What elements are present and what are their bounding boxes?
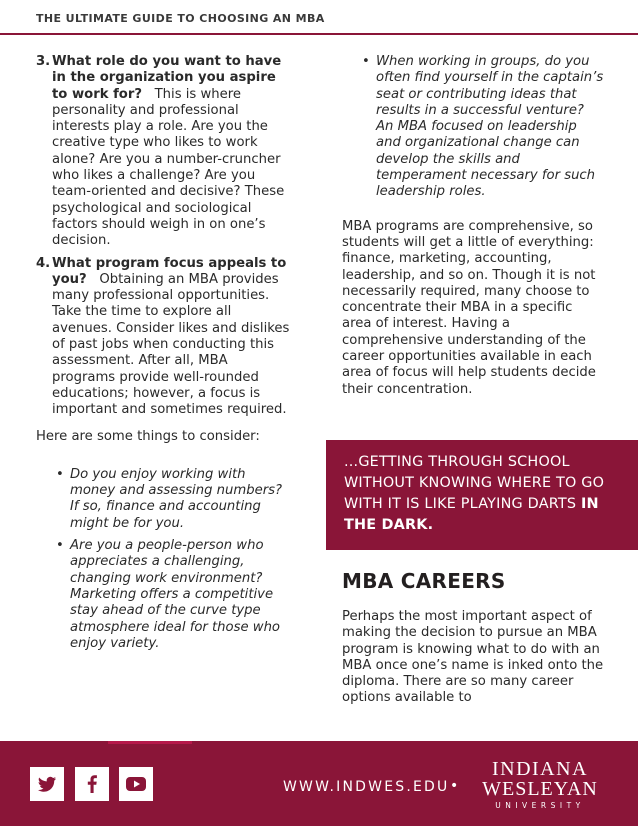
youtube-icon[interactable]: [119, 767, 153, 801]
section-heading: MBA CAREERS: [342, 569, 506, 593]
left-column: [36, 54, 294, 658]
separator-dot: •: [450, 778, 459, 794]
list-item: • Do you enjoy working with money and assessing numbers? If so, finance and accounting might be for you.: [56, 466, 282, 531]
careers-paragraph: Perhaps the most important aspect of making the decision to pursue an MBA program is knowing what to do with an MBA once one’s name is inked onto the diploma. There are so many career options available to: [342, 609, 604, 706]
university-logo: [466, 759, 614, 811]
consider-intro: Here are some things to consider:: [36, 428, 260, 444]
logo-line-1: INDIANA: [491, 758, 589, 780]
item-body: Obtaining an MBA provides many professional opportunities. Take the time to explore all avenues. Consider likes and dislikes of past jobs when conducting this assessment. After all, MBA programs provide well-rounded educations; however, a focus is important and sometimes required.: [52, 271, 290, 418]
twitter-icon[interactable]: [30, 767, 64, 801]
item-body: This is where personality and professional interests play a role. Are you the creative type who likes to work alone? Are you a number-cruncher who likes a challenge? Are you team-oriented and decisive? These psychological and sociological factors should weigh in on one’s decision.: [52, 86, 285, 249]
consider-list: [36, 467, 294, 652]
item-question: What program focus appeals to you?: [52, 255, 287, 287]
numbered-item-4: [36, 256, 294, 419]
list-item: • When working in groups, do you often find yourself in the captain’s seat or contributing ideas that results in a successful venture? An MBA focused on leadership and organizational change can develop the skills and temperament necessary for such leadership roles.: [362, 54, 604, 200]
numbered-item-3: [36, 54, 294, 250]
facebook-icon[interactable]: [75, 767, 109, 801]
logo-line-3: UNIVERSITY: [495, 801, 585, 810]
right-column: [342, 54, 604, 408]
pull-quote-text: ...GETTING THROUGH SCHOOL WITHOUT KNOWING WHERE TO GO WITH IT IS LIKE PLAYING DARTS: [344, 454, 605, 512]
programs-paragraph: MBA programs are comprehensive, so students will get a little of everything: finance, marketing, accounting, leadership, and so on. Though it is not necessarily required, many choose to concentrate their MBA in a specific area of interest. Having a comprehensive understanding of the career opportunities available in each area of focus will help students decide their concentration.: [342, 218, 596, 397]
website-url[interactable]: WWW.INDWES.EDU: [283, 779, 450, 795]
footer-accent-bar: [108, 741, 192, 744]
page-header: [0, 0, 638, 36]
item-number: 3.: [36, 54, 51, 69]
pull-quote-emphasis: IN THE DARK: [344, 496, 599, 533]
pull-quote: ...GETTING THROUGH SCHOOL WITHOUT KNOWING WHERE TO GO WITH IT IS LIKE PLAYING DARTS IN THE DARK.: [326, 440, 638, 550]
header-rule: [0, 33, 638, 35]
logo-line-2: WESLEYAN: [482, 778, 598, 800]
leadership-list: [342, 54, 604, 201]
item-number: 4.: [36, 255, 51, 271]
header-title: THE ULTIMATE GUIDE TO CHOOSING AN MBA: [36, 12, 325, 25]
list-item: • Are you a people-person who appreciates a challenging, changing work environment? Marketing offers a competitive stay ahead of the curve type atmosphere ideal for those who enjoy variety.: [56, 538, 281, 651]
item-question: What role do you want to have in the organization you aspire to work for?: [52, 54, 282, 102]
